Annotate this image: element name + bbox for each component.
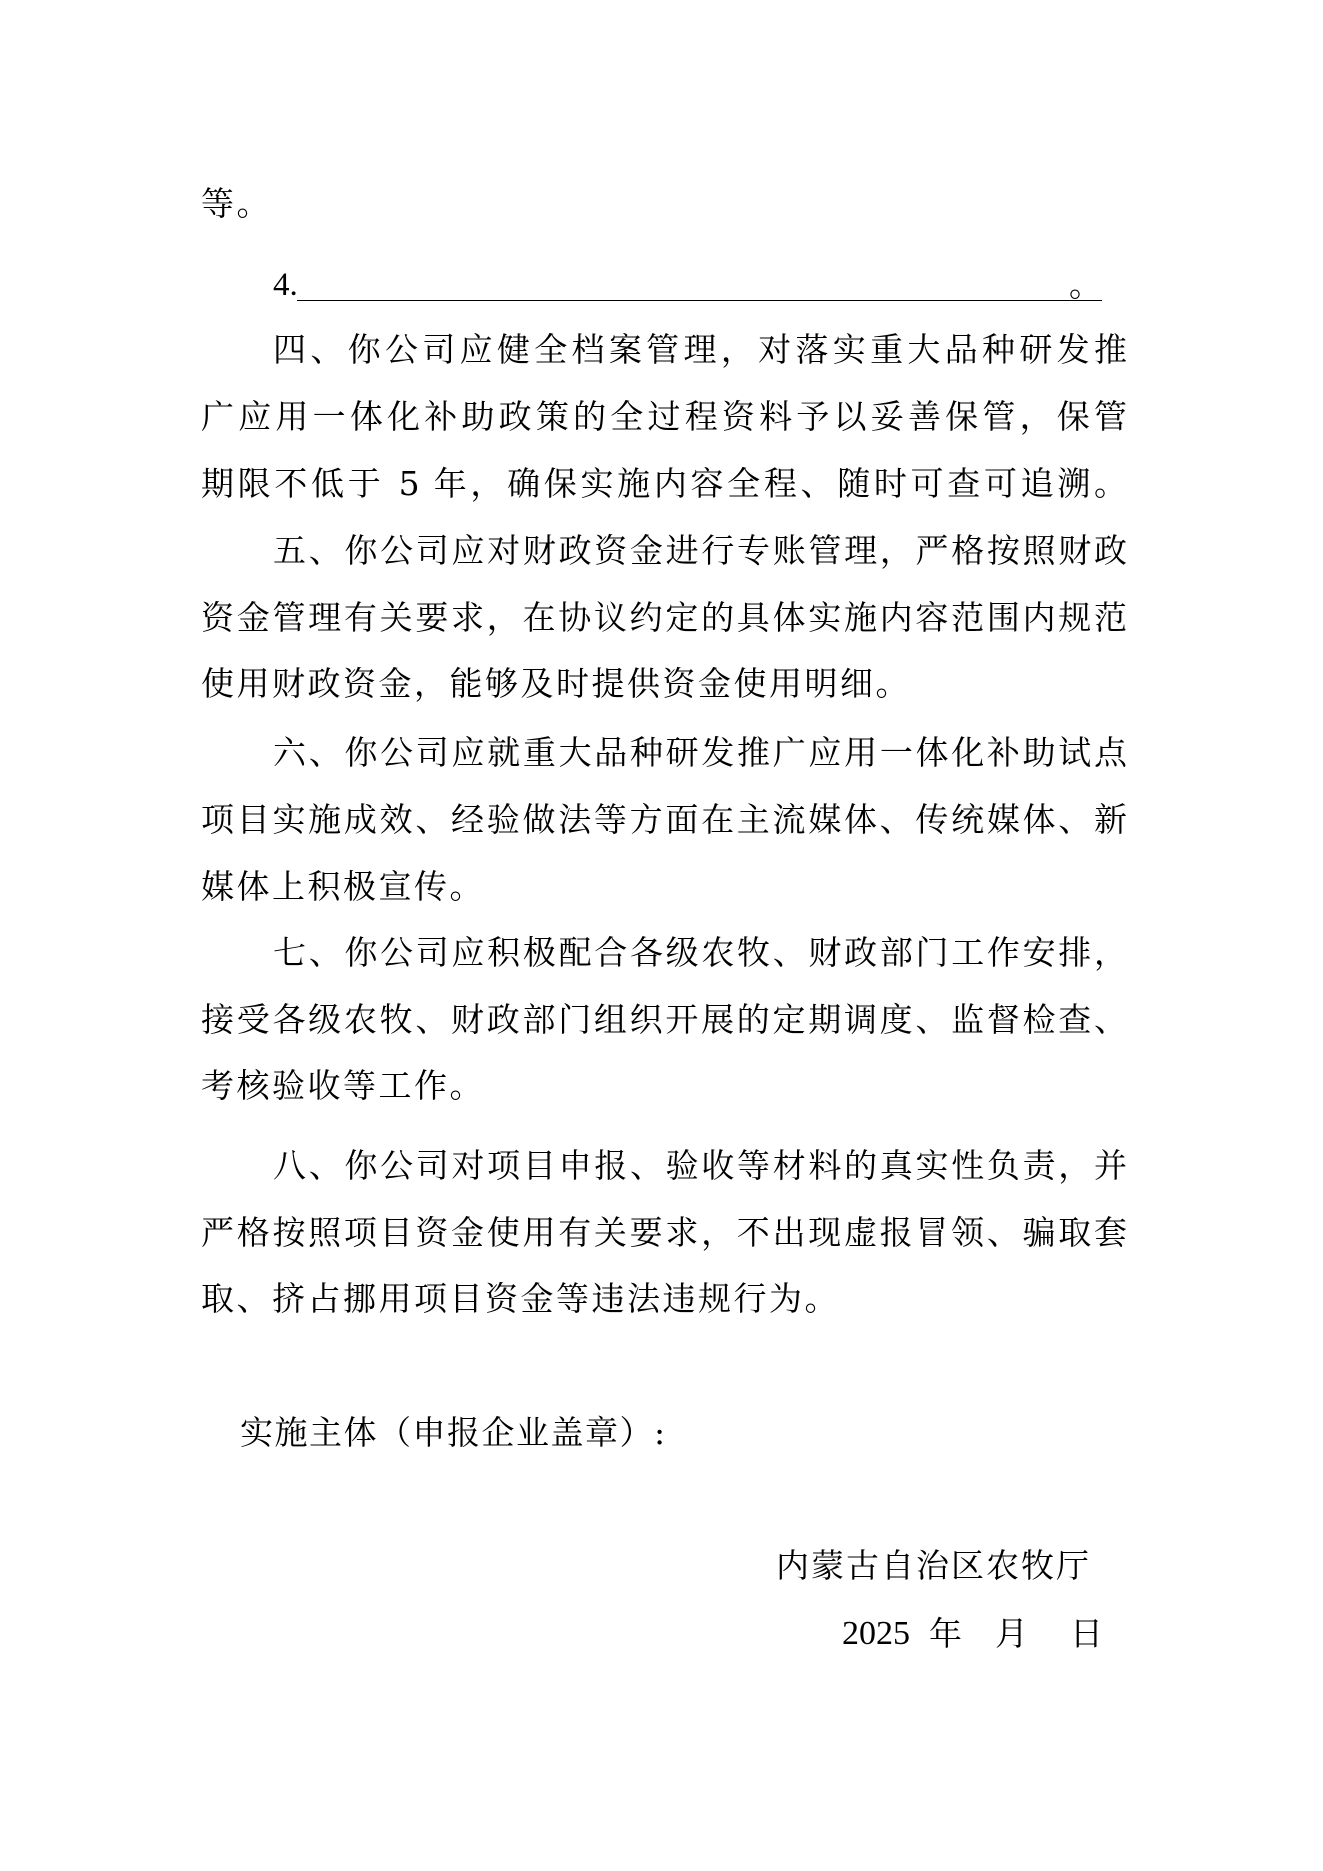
- item-4-blank-line: [297, 265, 1102, 301]
- date-day-unit: 日: [1070, 1614, 1103, 1653]
- paragraph-line: 使用财政资金，能够及时提供资金使用明细。: [201, 664, 911, 703]
- issuing-authority: 内蒙古自治区农牧厅: [776, 1546, 1091, 1585]
- item-4-number: 4.: [273, 267, 298, 303]
- paragraph-line: 八、你公司对项目申报、验收等材料的真实性负责，并: [273, 1146, 1127, 1185]
- date-year-unit: 年: [929, 1614, 962, 1653]
- paragraph-line: 五、你公司应对财政资金进行专账管理，严格按照财政: [273, 531, 1127, 570]
- paragraph-line: 七、你公司应积极配合各级农牧、财政部门工作安排，: [273, 933, 1127, 972]
- paragraph-line: 取、挤占挪用项目资金等违法违规行为。: [201, 1279, 840, 1318]
- paragraph-line: 媒体上积极宣传。: [201, 867, 485, 906]
- paragraph-line: 四、你公司应健全档案管理，对落实重大品种研发推: [273, 330, 1127, 369]
- paragraph-line: 严格按照项目资金使用有关要求，不出现虚报冒领、骗取套: [201, 1213, 1127, 1252]
- implementer-seal-label: 实施主体（申报企业盖章）:: [240, 1413, 667, 1452]
- date-month-unit: 月: [995, 1614, 1028, 1653]
- item-4-end-mark: 。: [1069, 265, 1102, 301]
- paragraph-line: 接受各级农牧、财政部门组织开展的定期调度、监督检查、: [201, 1000, 1127, 1039]
- paragraph-line: 考核验收等工作。: [201, 1066, 485, 1105]
- paragraph-line: 资金管理有关要求，在协议约定的具体实施内容范围内规范: [201, 598, 1127, 637]
- continuation-text: 等。: [201, 184, 272, 223]
- paragraph-line: 项目实施成效、经验做法等方面在主流媒体、传统媒体、新: [201, 800, 1127, 839]
- date-year: 2025: [842, 1615, 910, 1652]
- paragraph-line: 六、你公司应就重大品种研发推广应用一体化补助试点: [273, 733, 1127, 772]
- paragraph-line: 期限不低于 5 年，确保实施内容全程、随时可查可追溯。: [201, 464, 1127, 503]
- paragraph-line: 广应用一体化补助政策的全过程资料予以妥善保管，保管: [201, 397, 1127, 436]
